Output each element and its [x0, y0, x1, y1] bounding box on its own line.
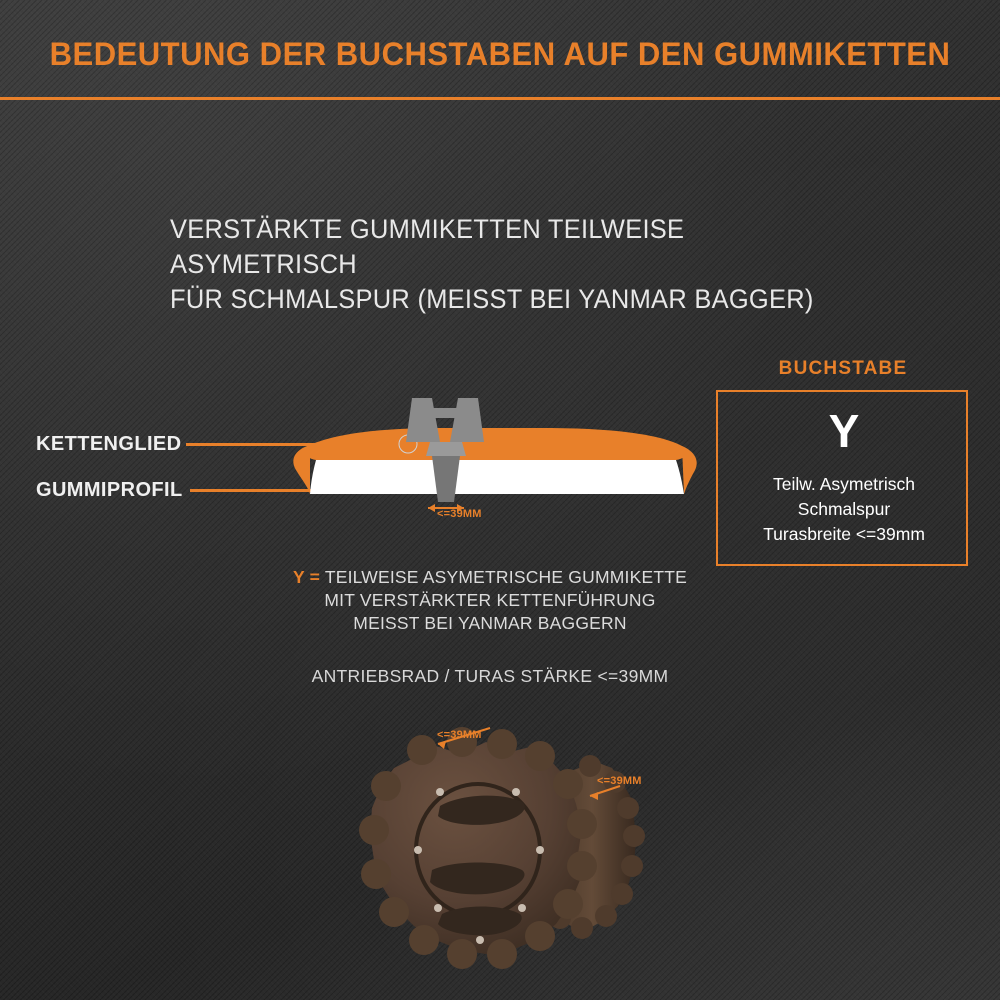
explanation-line-1: [280, 566, 700, 589]
letter-box-line-1: Teilw. Asymetrisch: [773, 474, 915, 494]
rubber-track-illustration: [280, 390, 710, 530]
subtitle: [170, 212, 861, 317]
explanation-line-3: MEISST BEI YANMAR BAGGERN: [353, 613, 627, 633]
sprocket-front-view: [359, 727, 597, 969]
explanation-line-2: MIT VERSTÄRKTER KETTENFÜHRUNG: [324, 590, 656, 610]
explanation-text-1: TEILWEISE ASYMETRISCHE GUMMIKETTE: [324, 567, 687, 587]
subtitle-line-2: FÜR SCHMALSPUR (MEISST BEI YANMAR BAGGER): [170, 284, 814, 314]
letter-box-description: [718, 472, 970, 547]
header-bar: [0, 0, 1000, 100]
drive-wheel-caption: ANTRIEBSRAD / TURAS STÄRKE <=39MM: [311, 666, 669, 686]
letter-box-line-2: Schmalspur: [797, 499, 891, 519]
letter-box: [716, 390, 968, 566]
sprocket-dimension-top: <=39MM: [437, 729, 482, 741]
sprocket-dimension-side: <=39MM: [597, 775, 642, 787]
letter-box-heading: BUCHSTABE: [778, 358, 908, 379]
letter-value: Y: [828, 405, 860, 457]
callout-label-kettenglied: KETTENGLIED: [36, 433, 182, 455]
track-dimension-label: <=39MM: [437, 508, 482, 520]
letter-box-line-3: Turasbreite <=39mm: [763, 524, 925, 544]
subtitle-line-1: VERSTÄRKTE GUMMIKETTEN TEILWEISE ASYMETRISCH: [170, 214, 685, 279]
callout-label-gummiprofil: GUMMIPROFIL: [36, 479, 183, 501]
page-title: BEDEUTUNG DER BUCHSTABEN AUF DEN GUMMIKETTEN: [49, 36, 951, 72]
drive-wheel-illustration: [290, 700, 710, 1000]
explanation-marker: Y =: [293, 567, 321, 587]
explanation-block: [280, 566, 700, 635]
